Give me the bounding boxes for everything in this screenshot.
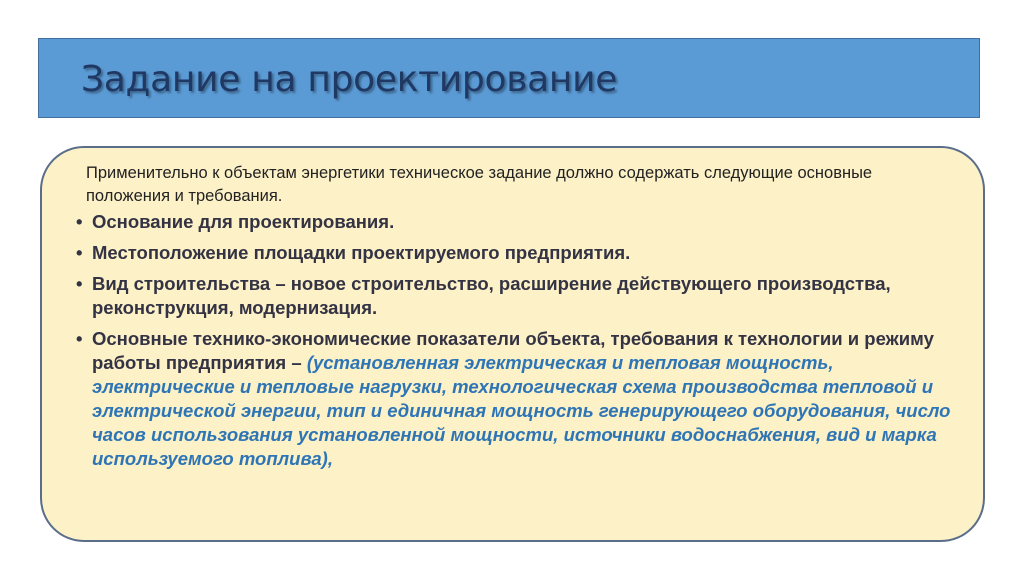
list-item-text: Местоположение площадки проектируемого предприятия. bbox=[92, 242, 631, 263]
bullet-icon: • bbox=[76, 273, 83, 294]
bullet-icon: • bbox=[76, 211, 83, 232]
content-panel bbox=[40, 146, 985, 542]
list-item-text: Вид строительства – новое строительство, расширение действующего производства, реконструкция, модернизация. bbox=[92, 273, 891, 318]
bullet-icon: • bbox=[76, 328, 83, 349]
list-item-text: Основные технико-экономические показатели объекта, требования к технологии и режиму работы предприятия – bbox=[92, 328, 934, 373]
list-item bbox=[76, 241, 956, 265]
slide-title: Задание на проектирование bbox=[81, 59, 618, 100]
list-item-text: Основание для проектирования. bbox=[92, 211, 395, 232]
list-item bbox=[76, 210, 956, 234]
bullet-icon: • bbox=[76, 242, 83, 263]
list-item-detail: (установленная электрическая и тепловая мощность, электрические и тепловые нагрузки, технологическая схема производства тепловой и электрической энергии, тип и единичная мощность генерирующего оборудования, число часов использования установленной мощности, источники водоснабжения, вид и марка используемого топлива), bbox=[92, 352, 951, 469]
title-bar bbox=[38, 38, 980, 118]
list-item bbox=[76, 327, 956, 471]
intro-text: Применительно к объектам энергетики техническое задание должно содержать следующие основные положения и требования. bbox=[86, 164, 873, 205]
list-item bbox=[76, 272, 956, 320]
requirements-list bbox=[76, 210, 956, 478]
